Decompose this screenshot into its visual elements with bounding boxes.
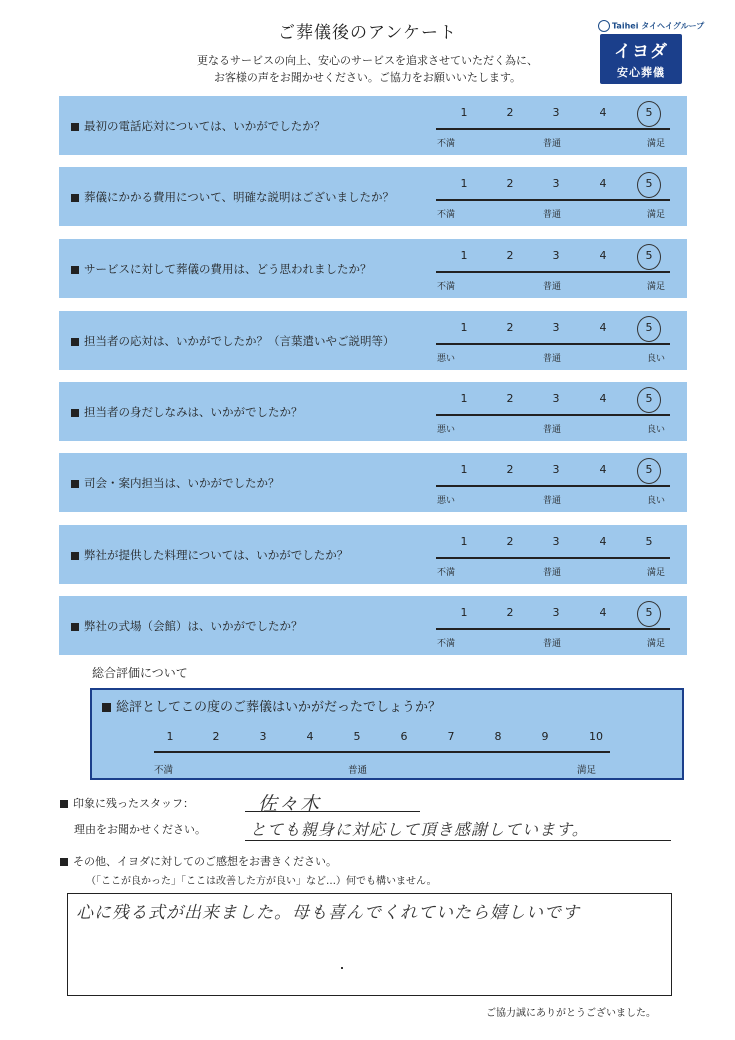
overall-scale-number[interactable]: 5	[353, 730, 361, 743]
label-high: 良い	[647, 496, 666, 506]
bullet-square-icon	[71, 194, 79, 202]
overall-label-mid: 普通	[348, 765, 368, 776]
bullet-square-icon	[60, 858, 68, 866]
question-text	[71, 118, 325, 134]
overall-scale-number[interactable]: 1	[166, 730, 174, 743]
question-text	[71, 189, 394, 205]
question-label: 葬儀にかかる費用について、明確な説明はございましたか？	[84, 190, 395, 204]
overall-scale-number[interactable]: 4	[306, 730, 314, 743]
question-text	[71, 261, 372, 277]
label-low: 不満	[437, 568, 456, 578]
bullet-square-icon	[71, 409, 79, 417]
question-text	[71, 618, 303, 634]
overall-label-high: 満足	[577, 765, 597, 776]
label-mid: 普通	[543, 354, 562, 364]
bullet-square-icon	[71, 266, 79, 274]
question-label: サービスに対して葬儀の費用は、どう思われましたか？	[84, 262, 372, 276]
overall-scale-number[interactable]: 7	[447, 730, 455, 743]
scale-number[interactable]: 4	[599, 106, 607, 119]
scale-number[interactable]: 2	[506, 392, 514, 405]
selected-circle-mark	[637, 601, 661, 627]
scale-number[interactable]: 3	[552, 249, 560, 262]
scale-line	[436, 557, 670, 559]
overall-scale-number[interactable]: 9	[541, 730, 549, 743]
scale-number[interactable]: 1	[460, 392, 468, 405]
overall-scale-number[interactable]: 6	[400, 730, 408, 743]
label-mid: 普通	[543, 425, 562, 435]
scale-number[interactable]: 1	[460, 177, 468, 190]
scale-line	[436, 414, 670, 416]
question-label: 司会・案内担当は、いかがでしたか？	[84, 476, 280, 490]
bullet-square-icon	[102, 703, 111, 712]
taihei-logo-icon	[598, 20, 610, 32]
scale-number[interactable]: 5	[645, 606, 653, 619]
scale-line	[436, 628, 670, 630]
question-text	[71, 475, 280, 491]
intro-line-2: お客様の声をお聞かせください。ご協力をお願いいたします。	[213, 71, 522, 84]
label-low: 悪い	[437, 496, 456, 506]
scale-number[interactable]: 1	[460, 463, 468, 476]
label-mid: 普通	[543, 139, 562, 149]
overall-scale-number[interactable]: 3	[259, 730, 267, 743]
scale-number[interactable]: 1	[460, 249, 468, 262]
reason-label: 理由をお聞かせください。	[74, 823, 206, 836]
question-row	[59, 96, 687, 155]
scale-number[interactable]: 3	[552, 392, 560, 405]
question-row	[59, 596, 687, 655]
reason-line	[245, 840, 671, 841]
question-label: 最初の電話応対については、いかがでしたか？	[84, 119, 326, 133]
overall-scale-number[interactable]: 2	[212, 730, 220, 743]
overall-heading: 総合評価について	[92, 666, 188, 680]
question-label: 担当者の身だしなみは、いかがでしたか？	[84, 405, 303, 419]
bullet-square-icon	[71, 338, 79, 346]
other-sub-label: （「ここが良かった」「ここは改善した方が良い」など…）何でも構いません。	[86, 876, 437, 887]
bullet-square-icon	[71, 552, 79, 560]
selected-circle-mark	[637, 101, 661, 127]
question-row	[59, 525, 687, 584]
scale-line	[436, 343, 670, 345]
intro-line-1: 更なるサービスの向上、安心のサービスを追求させていただく為に、	[197, 54, 538, 67]
question-row	[59, 167, 687, 226]
scale-number[interactable]: 3	[552, 106, 560, 119]
label-low: 悪い	[437, 425, 456, 435]
scale-number[interactable]: 5	[645, 535, 653, 548]
scale-number[interactable]: 5	[645, 106, 653, 119]
scale-number[interactable]: 1	[460, 106, 468, 119]
scale-number[interactable]: 3	[552, 463, 560, 476]
scale-number[interactable]: 2	[506, 463, 514, 476]
label-high: 良い	[647, 425, 666, 435]
label-high: 満足	[647, 139, 666, 149]
overall-rating-box	[90, 688, 684, 780]
staff-name-field[interactable]: 佐々木	[258, 793, 322, 815]
group-logo-text: Taihei タイヘイグループ	[612, 21, 705, 31]
label-high: 満足	[647, 639, 666, 649]
scale-number[interactable]: 2	[506, 249, 514, 262]
question-label: 弊社の式場（会館）は、いかがでしたか？	[84, 619, 303, 633]
overall-question	[102, 696, 441, 715]
question-label: 担当者の応対は、いかがでしたか？（言葉遣いやご説明等）	[84, 334, 395, 348]
scale-line	[436, 271, 670, 273]
overall-scale-number[interactable]: 8	[494, 730, 502, 743]
question-text	[71, 547, 348, 563]
company-logo-main: イヨダ	[614, 42, 668, 62]
scale-number[interactable]: 3	[552, 321, 560, 334]
scale-number[interactable]: 3	[552, 606, 560, 619]
scale-number[interactable]: 5	[645, 249, 653, 262]
label-high: 満足	[647, 282, 666, 292]
selected-circle-mark	[637, 387, 661, 413]
scale-number[interactable]: 5	[645, 463, 653, 476]
label-low: 不満	[437, 210, 456, 220]
thanks-text: ご協力誠にありがとうございました。	[486, 1008, 656, 1019]
pen-dot	[341, 967, 343, 969]
other-label	[60, 853, 337, 869]
scale-number[interactable]: 2	[506, 535, 514, 548]
question-text	[71, 404, 303, 420]
label-mid: 普通	[543, 282, 562, 292]
label-mid: 普通	[543, 210, 562, 220]
selected-circle-mark	[637, 316, 661, 342]
label-mid: 普通	[543, 568, 562, 578]
scale-number[interactable]: 2	[506, 606, 514, 619]
question-label: 弊社が提供した料理については、いかがでしたか？	[84, 548, 349, 562]
scale-number[interactable]: 4	[599, 606, 607, 619]
question-row	[59, 453, 687, 512]
staff-label	[60, 795, 194, 811]
scale-number[interactable]: 3	[552, 535, 560, 548]
staff-label-text: 印象に残ったスタッフ：	[73, 797, 194, 810]
overall-scale-line	[154, 751, 610, 753]
selected-circle-mark	[637, 244, 661, 270]
label-low: 悪い	[437, 354, 456, 364]
overall-scale-number[interactable]: 10	[589, 730, 603, 743]
question-text	[71, 333, 395, 349]
scale-number[interactable]: 5	[645, 177, 653, 190]
label-high: 満足	[647, 568, 666, 578]
scale-number[interactable]: 4	[599, 321, 607, 334]
label-low: 不満	[437, 639, 456, 649]
group-logo	[598, 20, 704, 32]
bullet-square-icon	[71, 623, 79, 631]
selected-circle-mark	[637, 172, 661, 198]
comment-text: 心に残る式が出来ました。母も喜んでくれていたら嬉しいです	[76, 903, 580, 923]
scale-number[interactable]: 4	[599, 463, 607, 476]
scale-number[interactable]: 4	[599, 177, 607, 190]
label-high: 良い	[647, 354, 666, 364]
other-label-text: その他、イヨダに対してのご感想をお書きください。	[73, 855, 337, 868]
comment-box[interactable]	[67, 893, 672, 996]
scale-number[interactable]: 2	[506, 177, 514, 190]
overall-label-low: 不満	[154, 765, 174, 776]
bullet-square-icon	[60, 800, 68, 808]
scale-number[interactable]: 5	[645, 392, 653, 405]
selected-circle-mark	[637, 458, 661, 484]
label-high: 満足	[647, 210, 666, 220]
scale-line	[436, 128, 670, 130]
label-mid: 普通	[543, 496, 562, 506]
scale-line	[436, 485, 670, 487]
scale-number[interactable]: 5	[645, 321, 653, 334]
overall-question-text: 総評としてこの度のご葬儀はいかがだったでしょうか？	[116, 700, 442, 715]
scale-number[interactable]: 1	[460, 606, 468, 619]
scale-number[interactable]: 3	[552, 177, 560, 190]
page-title: ご葬儀後のアンケート	[278, 23, 457, 43]
label-low: 不満	[437, 282, 456, 292]
scale-number[interactable]: 2	[506, 321, 514, 334]
label-mid: 普通	[543, 639, 562, 649]
scale-number[interactable]: 1	[460, 535, 468, 548]
scale-number[interactable]: 4	[599, 535, 607, 548]
scale-line	[436, 199, 670, 201]
scale-number[interactable]: 2	[506, 106, 514, 119]
reason-field[interactable]: とても親身に対応して頂き感謝しています。	[250, 820, 589, 839]
company-logo	[600, 34, 682, 84]
question-row	[59, 239, 687, 298]
company-logo-sub: 安心葬儀	[617, 66, 665, 79]
scale-number[interactable]: 4	[599, 249, 607, 262]
bullet-square-icon	[71, 123, 79, 131]
question-row	[59, 311, 687, 370]
label-low: 不満	[437, 139, 456, 149]
bullet-square-icon	[71, 480, 79, 488]
scale-number[interactable]: 4	[599, 392, 607, 405]
scale-number[interactable]: 1	[460, 321, 468, 334]
question-row	[59, 382, 687, 441]
